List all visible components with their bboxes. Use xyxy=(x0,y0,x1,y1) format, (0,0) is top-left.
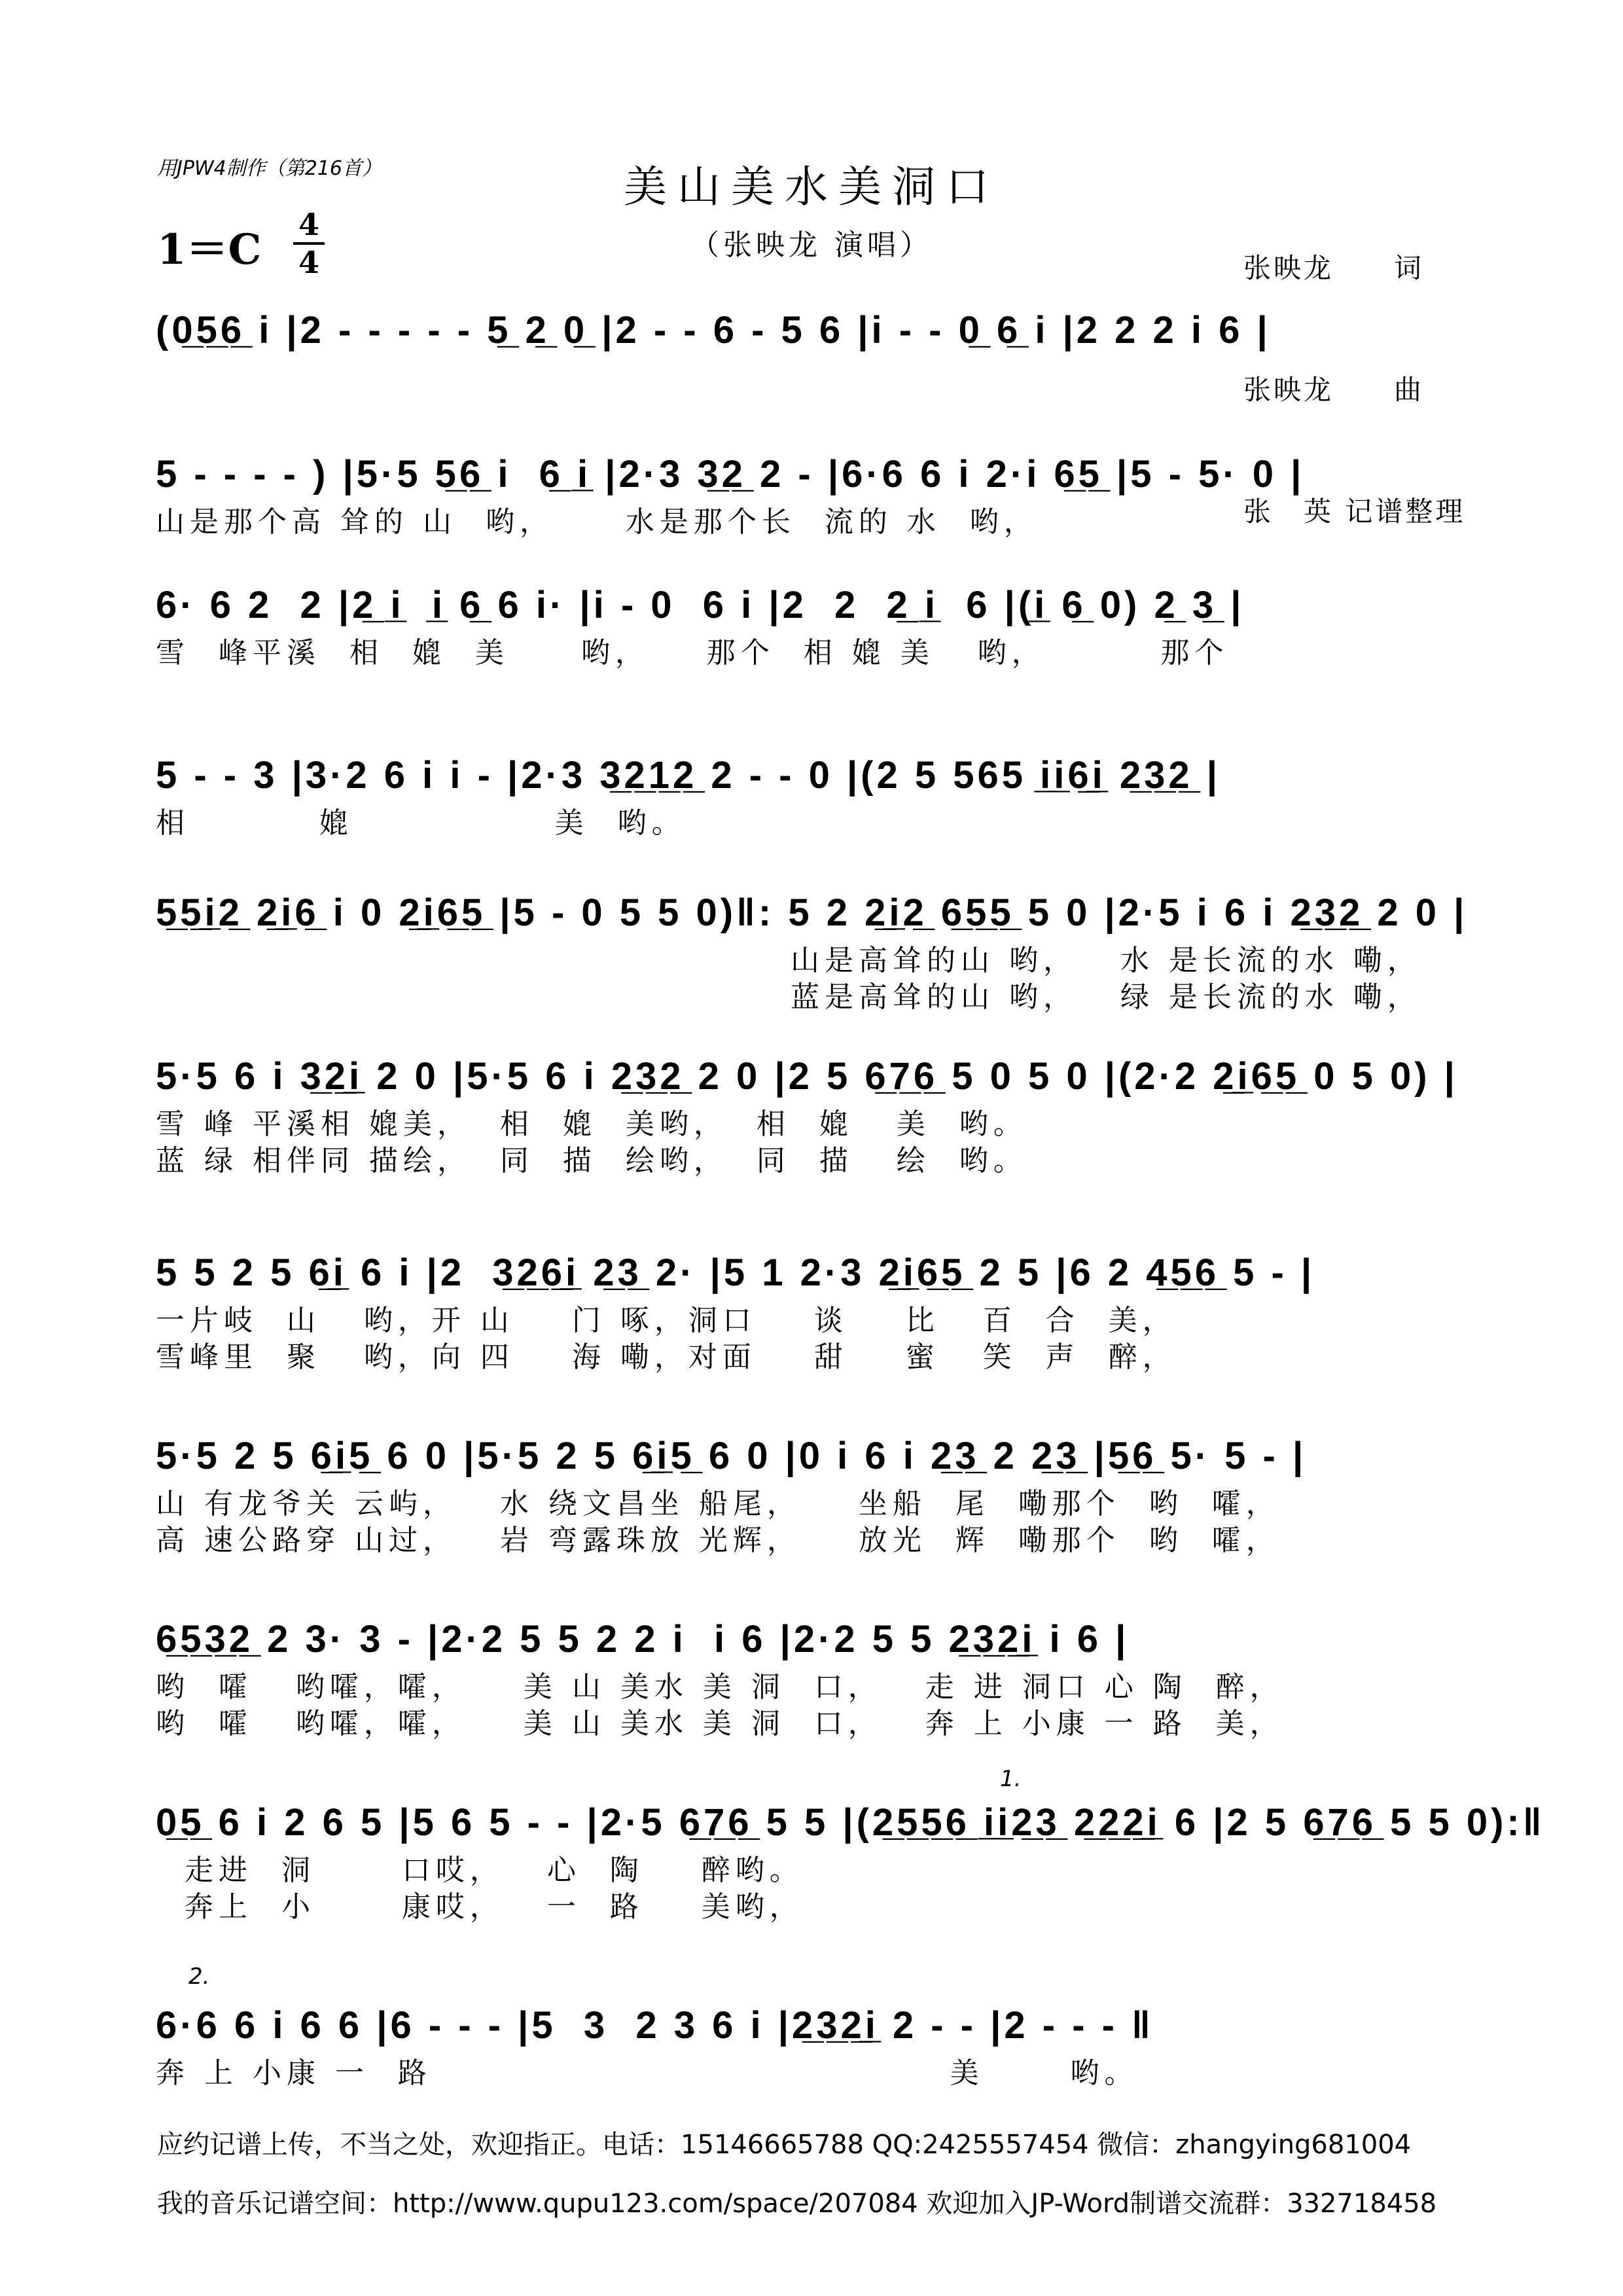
notation-row: 5 5 2 5 6̲i̲ 6 i |2 3̲2̲6̲i̲ 2̲3̲ 2· |5 1 2·3 2̲i̲6̲5̲ 2 5 |6 2 4̲5̲6̲ 5 - | xyxy=(156,1251,1315,1294)
notation-row: (0̲5̲6̲ i |2 - - - - - 5̲ 2̲ 0̲ |2 - - 6 - 5 6 |i - - 0̲ 6̲ i |2 2 2 i 6 | xyxy=(156,309,1271,351)
song-title: 美山美水美洞口 xyxy=(624,162,999,212)
lyrics-verse-1: 哟 嚯 哟嚯，嚯， 美 山 美水 美 洞 口， 走 进 洞口 心 陶 醉， xyxy=(156,1670,1284,1704)
performer: （张映龙 演唱） xyxy=(690,228,933,262)
footer-contact: 应约记谱上传，不当之处，欢迎指正。电话：15146665788 QQ:2425557454 微信：zhangying681004 xyxy=(157,2130,1412,2160)
second-ending-label: 2. xyxy=(188,1964,210,1990)
lyrics-verse-2: 蓝 绿 相伴同 描绘， 同 描 绘哟， 同 描 绘 哟。 xyxy=(156,1144,1027,1177)
system-9 xyxy=(156,1610,1471,1742)
system-5 xyxy=(156,884,1471,1016)
lyrics-verse-1: 走进 洞 口哎， 心 陶 醉哟。 xyxy=(156,1854,804,1887)
notation-row: 5̲5̲i̲2̲ 2̲i̲6̲ i 0 2̲i̲6̲5̲ |5 - 0 5 5 0)‖: 5 2 2̲i̲2̲ 6̲5̲5̲ 5 0 |2·5 i 6 i 2̲3̲2̲ 2 0 | xyxy=(156,891,1468,934)
notation-row: 5·5 6 i 3̲2̲i̲ 2 0 |5·5 6 i 2̲3̲2̲ 2 0 |2 5 6̲7̲6̲ 5 0 5 0 |(2·2 2̲i̲6̲5̲ 0 5 0) | xyxy=(156,1055,1458,1098)
system-8 xyxy=(156,1427,1471,1559)
notation-row: 5·5 2 5 6̲i̲5̲ 6 0 |5·5 2 5 6̲i̲5̲ 6 0 |0 i 6 i 2̲3̲ 2 2̲3̲ |5̲6̲ 5· 5 - | xyxy=(156,1435,1307,1477)
lyrics-verse-2: 高 速公路穿 山过， 岩 弯露珠放 光辉， 放光 辉 嘞那个 哟 嚯， xyxy=(156,1524,1280,1557)
lyrics-verse-1: 奔 上 小康 一 路 美 哟。 xyxy=(156,2056,1139,2090)
system-1 xyxy=(156,301,1471,360)
notation-row: 6·6 6 i 6 6 |6 - - - |5 3 2 3 6 i |2̲3̲2̲i̲ 2 - - |2 - - - ‖ xyxy=(156,2004,1154,2047)
system-3 xyxy=(156,576,1471,672)
notation-row: 0̲5̲ 6 i 2 6 5 |5 6 5 - - |2·5 6̲7̲6̲ 5 5 |(2̲5̲5̲6̲ i̲i̲2̲3̲ 2̲2̲2̲i̲ 6 |2 5 6̲7̲6̲ 5 5 0):‖ xyxy=(156,1801,1545,1844)
system-6 xyxy=(156,1047,1471,1179)
footer-link: 我的音乐记谱空间：http://www.qupu123.com/space/207084 欢迎加入JP-Word制谱交流群：332718458 xyxy=(157,2189,1437,2219)
meter-top: 4 xyxy=(298,207,319,242)
lyrics-verse-2: 哟 嚯 哟嚯，嚯， 美 山 美水 美 洞 口， 奔 上 小康 一 路 美， xyxy=(156,1707,1284,1740)
notation-row: 6· 6 2 2 |2̲ i̲ i̲ 6̲ 6 i· |i - 0 6 i |2 2 2̲ i̲ 6 |(i̲ 6̲ 0) 2̲ 3̲ | xyxy=(156,584,1245,626)
lyrics-verse-1: 山 有龙爷关 云屿， 水 绕文昌坐 船尾， 坐船 尾 嘞那个 哟 嚯， xyxy=(156,1487,1280,1520)
notation-row: 5 - - - - ) |5·5 5̲6̲ i 6̲ i̲ |2·3 3̲2̲ 2 - |6·6 6 i 2·i 6̲5̲ |5 - 5· 0 | xyxy=(156,453,1305,495)
lyrics-verse-1: 山是那个高 耸的 山 哟， 水是那个长 流的 水 哟， xyxy=(156,505,1038,539)
lyrics-verse-2: 雪峰里 聚 哟，向 四 海 嘞，对面 甜 蜜 笑 声 醉， xyxy=(156,1340,1177,1374)
system-7 xyxy=(156,1244,1471,1376)
credit-composer: 张映龙 曲 xyxy=(1243,374,1425,406)
lyrics-verse-1: 相 媲 美 哟。 xyxy=(156,806,686,840)
lyrics-verse-2: 蓝是高耸的山 哟， 绿 是长流的水 嘞， xyxy=(791,980,1421,1014)
meter-bottom: 4 xyxy=(298,245,319,280)
system-2 xyxy=(156,445,1471,541)
lyrics-verse-1: 山是高耸的山 哟， 水 是长流的水 嘞， xyxy=(791,944,1421,977)
lyrics-verse-1: 一片岐 山 哟，开 山 门 啄，洞口 谈 比 百 合 美， xyxy=(156,1304,1177,1337)
lyrics-verse-1: 雪 峰平溪 相 媲 美 哟， 那个 相 媲 美 哟， 那个 xyxy=(156,636,1229,670)
credit-lyricist: 张映龙 词 xyxy=(1243,252,1425,284)
system-4 xyxy=(156,746,1471,842)
key-signature: 1＝C xyxy=(157,225,262,274)
maker-note: 用JPW4制作（第216首） xyxy=(157,157,382,180)
lyrics-verse-2: 奔上 小 康哎， 一 路 美哟， xyxy=(156,1890,804,1924)
lyrics-verse-1: 雪 峰 平溪相 媲美， 相 媲 美哟， 相 媲 美 哟。 xyxy=(156,1107,1027,1141)
time-signature xyxy=(293,208,325,279)
system-10 xyxy=(156,1766,1545,1926)
first-ending-label: 1. xyxy=(1000,1766,1022,1792)
notation-row: 6̲5̲3̲2̲ 2 3· 3 - |2·2 5 5 2 2 i i 6 |2·2 5 5 2̲3̲2̲i̲ i 6 | xyxy=(156,1618,1130,1660)
credit-transcriber: 张 英 记谱整理 xyxy=(1243,495,1466,528)
notation-row: 5 - - 3 |3·2 6 i i - |2·3 3̲2̲1̲2̲ 2 - - 0 |(2 5 565 i̲i̲6̲i̲ 2̲3̲2̲ | xyxy=(156,754,1221,797)
system-11 xyxy=(156,1964,1471,2092)
